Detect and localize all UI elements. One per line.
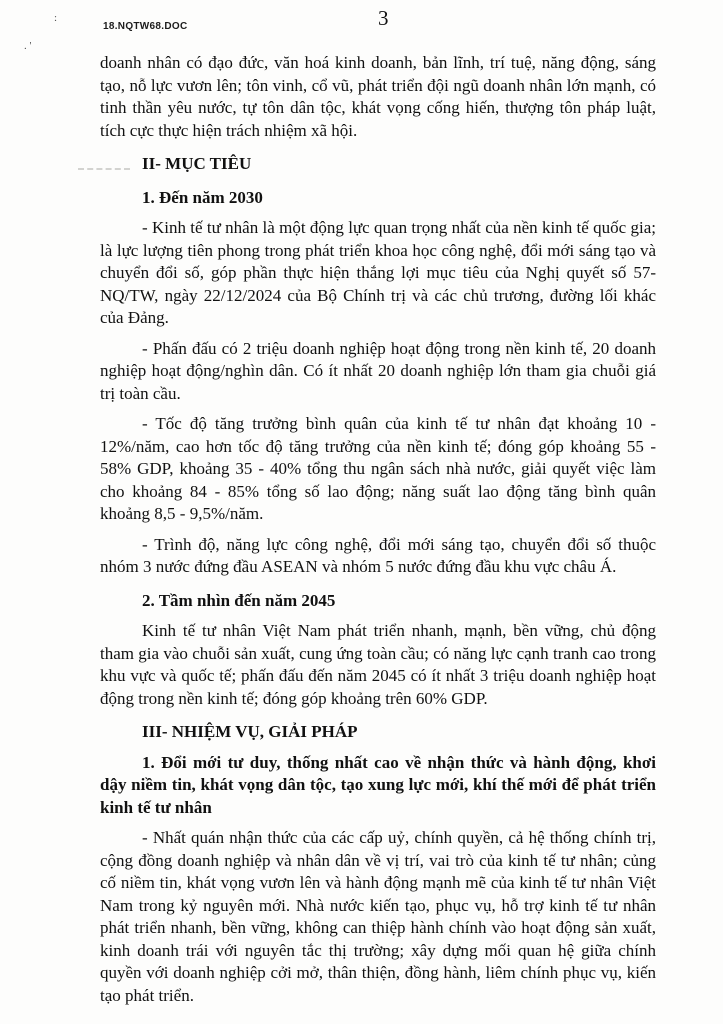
bold-paragraph-doi-moi-tu-duy: 1. Đổi mới tư duy, thống nhất cao về nhận thức và hành động, khơi dậy niềm tin, khát vọng dân tộc, tạo xung lực mới, khí thế mới để phát triển kinh tế tư nhân: [100, 752, 656, 817]
subheading-den-nam-2030: 1. Đến năm 2030: [142, 187, 263, 207]
paragraph-tam-nhin-noi-dung: Kinh tế tư nhân Việt Nam phát triển nhanh, mạnh, bền vững, chủ động tham gia vào chuỗi sản xuất, cung ứng toàn cầu; có năng lực cạnh tranh cao trong khu vực và quốc tế; phấn đấu đến năm 2045 có ít nhất 3 triệu doanh nghiệp hoạt động trong nền kinh tế; đóng góp khoảng trên 60% GDP.: [100, 621, 656, 708]
section-heading-muc-tieu: II- MỤC TIÊU: [142, 154, 252, 173]
paragraph-trinh-do-nang-luc-cong-nghe: - Trình độ, năng lực công nghệ, đổi mới sáng tạo, chuyển đổi số thuộc nhóm 3 nước đứng đầu ASEAN và nhóm 5 nước đứng đầu khu vực châu Á.: [100, 534, 656, 576]
section-heading-nhiem-vu-giai-phap: III- NHIỆM VỤ, GIẢI PHÁP: [142, 722, 358, 741]
scan-speck: :: [54, 12, 58, 24]
paragraph-toc-do-tang-truong: - Tốc độ tăng trưởng bình quân của kinh tế tư nhân đạt khoảng 10 - 12%/năm, cao hơn tốc độ tăng trưởng của nền kinh tế; đóng góp khoảng 55 - 58% GDP, khoảng 35 - 40% tổng thu ngân sách nhà nước, giải quyết việc làm cho khoảng 84 - 85% tổng số lao động; năng suất lao động tăng bình quân khoảng 8,5 - 9,5%/năm.: [100, 414, 656, 523]
page-number: 3: [378, 6, 389, 30]
subheading-tam-nhin-2045: 2. Tầm nhìn đến năm 2045: [142, 590, 336, 610]
document-body: [100, 52, 656, 1007]
paragraph-kinh-te-tu-nhan-dong-luc: - Kinh tế tư nhân là một động lực quan trọng nhất của nền kinh tế quốc gia; là lực lượng tiên phong trong phát triển khoa học công nghệ, đổi mới sáng tạo và chuyển đổi số, góp phần thực hiện thắng lợi mục tiêu của Nghị quyết số 57-NQ/TW, ngày 22/12/2024 của Bộ Chính trị và các chủ trương, đường lối khác của Đảng.: [100, 218, 656, 327]
scan-speck: . ': [24, 40, 32, 52]
paragraph-continued-from-previous-page: doanh nhân có đạo đức, văn hoá kinh doanh, bản lĩnh, trí tuệ, năng động, sáng tạo, nỗ lực vươn lên; tôn vinh, cổ vũ, phát triển đội ngũ doanh nhân lớn mạnh, có tinh thần yêu nước, tự tôn dân tộc, khát vọng cống hiến, thượng tôn pháp luật, tích cực thực hiện trách nhiệm xã hội.: [100, 53, 656, 140]
paragraph-phan-dau-2-trieu-doanh-nghiep: - Phấn đấu có 2 triệu doanh nghiệp hoạt động trong nền kinh tế, 20 doanh nghiệp hoạt động/nghìn dân. Có ít nhất 20 doanh nghiệp lớn tham gia chuỗi giá trị toàn cầu.: [100, 338, 656, 403]
paragraph-nhat-quan-nhan-thuc: - Nhất quán nhận thức của các cấp uỷ, chính quyền, cả hệ thống chính trị, cộng đồng doanh nghiệp và nhân dân về vị trí, vai trò của kinh tế tư nhân; củng cố niềm tin, khát vọng vươn lên và hành động mạnh mẽ của kinh tế tư nhân Việt Nam trong kỷ nguyên mới. Nhà nước kiến tạo, phục vụ, hỗ trợ kinh tế tư nhân phát triển nhanh, bền vững, không can thiệp hành chính vào hoạt động sản xuất, kinh doanh trái với nguyên tắc thị trường; xây dựng mối quan hệ giữa chính quyền với doanh nghiệp cởi mở, thân thiện, đồng hành, liêm chính phục vụ, kiến tạo phát triển.: [100, 828, 656, 1005]
doc-filename-label: 18.NQTW68.DOC: [103, 21, 188, 32]
